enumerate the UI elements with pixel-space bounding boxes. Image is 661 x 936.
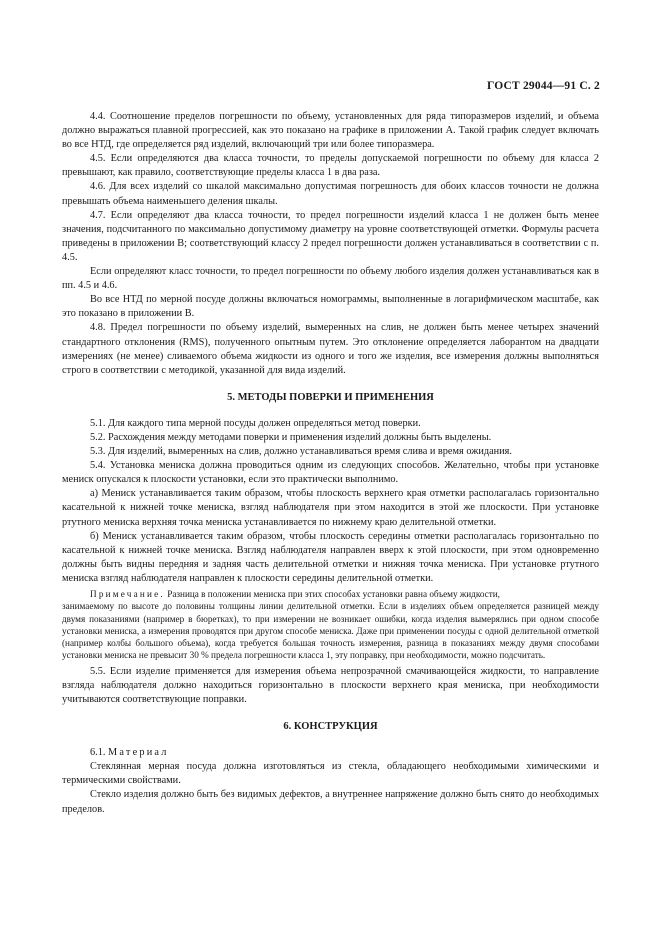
paragraph-6-1-glass: Стеклянная мерная посуда должна изготовляться из стекла, обладающего необходимыми химическими и термическими свойствами. xyxy=(62,761,599,787)
document-header: ГОСТ 29044—91 С. 2 xyxy=(487,80,600,92)
paragraph-5-5: 5.5. Если изделие применяется для измерения объема непрозрачной смачивающейся жидкости, то направление взгляда наблюдателя должно находиться горизонтально в плоскости верхнего края мениска, при необходимости учитываются соответствующие поправки. xyxy=(62,665,599,705)
note-block xyxy=(62,588,599,662)
paragraph-4-6: 4.6. Для всех изделий со шкалой максимально допустимая погрешность для обоих классов точности не должна превышать объема наименьшего деления шкалы. xyxy=(62,181,599,207)
paragraph-4-7: 4.7. Если определяют два класса точности, то предел погрешности изделий класса 1 не должен быть менее значения, подсчитанного по максимально допустимому диаметру на уровне соответствующей отметки. Формулы расчета приведены в приложении В; соответствующий классу 2 предел погрешности должен устанавливаться в соответствии с п. 4.5. xyxy=(62,209,599,263)
paragraph-4-7-class: Если определяют класс точности, то предел погрешности по объему любого изделия должен устанавливаться как в пп. 4.5 и 4.6. xyxy=(62,266,599,292)
section-6-heading: 6. КОНСТРУКЦИЯ xyxy=(283,721,378,733)
paragraph-4-4: 4.4. Соотношение пределов погрешности по объему, установленных для ряда типоразмеров изделий, и объема должно выражаться плавной прогрессией, как это показано на графике в приложении А. Такой график следует включать во все НТД, где определяется ряд изделий, включающий три или более типоразмера. xyxy=(62,111,599,151)
paragraph-5-4-a: а) Мениск устанавливается таким образом, чтобы плоскость верхнего края отметки располагалась горизонтально касательной к нижней точке мениска, взгляд наблюдателя при этом находится в этой же плоскости. При установке ртутного мениска верхняя точка мениска устанавливается по нижнему краю делительной отметки. xyxy=(62,488,599,528)
paragraph-5-2: 5.2. Расхождения между методами поверки и применения изделий должны быть выделены. xyxy=(90,431,492,443)
section-5-heading: 5. МЕТОДЫ ПОВЕРКИ И ПРИМЕНЕНИЯ xyxy=(227,391,434,403)
paragraph-4-7-nomogram: Во все НТД по мерной посуде должны включаться номограммы, выполненные в логарифмическом масштабе, как это показано в приложении В. xyxy=(62,294,599,320)
paragraph-5-1: 5.1. Для каждого типа мерной посуды должен определяться метод поверки. xyxy=(90,417,421,429)
paragraph-6-1 xyxy=(62,746,599,760)
paragraph-5-4: 5.4. Установка мениска должна проводиться одним из следующих способов. Желательно, чтобы при установке мениск опускался к плоскости установки, если это практически выполнимо. xyxy=(62,460,599,486)
paragraph-6-1-label: Материал xyxy=(108,747,169,759)
paragraph-4-8: 4.8. Предел погрешности по объему изделий, вымеренных на слив, не должен быть менее четырех значений стандартного отклонения (RMS), полученного опытным путем. Это отклонение определяется лаборантом на двадцати измерениях (не менее) сливаемого объема жидкости из одного и того же изделия, все измерения должны выполняться строго в соответствии с методикой, указанной для вида изделий. xyxy=(62,322,599,376)
paragraph-6-1-number: 6.1. xyxy=(90,747,106,759)
paragraph-5-4-b: б) Мениск устанавливается таким образом, чтобы плоскость середины отметки располагалась горизонтально по касательной к нижней точке мениска. Взгляд наблюдателя направлен вверх к этой плоскости, при этом одновременно должны быть видны передняя и задняя часть делительной отметки и нижняя точка мениска. При установке ртутного мениска взгляд наблюдателя направлен к плоскости середины делительной отметки. xyxy=(62,530,599,584)
paragraph-6-1-defects: Стекло изделия должно быть без видимых дефектов, а внутреннее напряжение должно быть снято до необходимых пределов. xyxy=(62,789,599,815)
note-first-line: Разница в положении мениска при этих способах установки равна объему жидкости, xyxy=(167,589,500,599)
paragraph-5-3: 5.3. Для изделий, вымеренных на слив, должно устанавливаться время слива и время ожидания. xyxy=(90,446,512,458)
note-label: Примечание. xyxy=(90,589,165,599)
document-body xyxy=(62,110,599,817)
paragraph-4-5: 4.5. Если определяются два класса точности, то пределы допускаемой погрешности по объему для класса 2 превышают, как правило, соответствующие пределы класса 1 в два раза. xyxy=(62,153,599,179)
note-body: занимаемому по высоте до половины толщины линии делительной отметки. Если в изделиях объем определяется разницей между двумя показаниями (например в бюретках), то при измерении не возникает ошибки, когда изделия вымерялись при одном способе установки мениска, а измерения проводятся при другом способе мениска. Даже при применении посуды с одной делительной отметкой (например колбы большого объема), когда требуется большая точность измерения, разница в показаниях между двумя способами установки мениска не превысит 30 % предела погрешности класса 1, эту поправку, при необходимости, можно подсчитать. xyxy=(62,601,599,661)
